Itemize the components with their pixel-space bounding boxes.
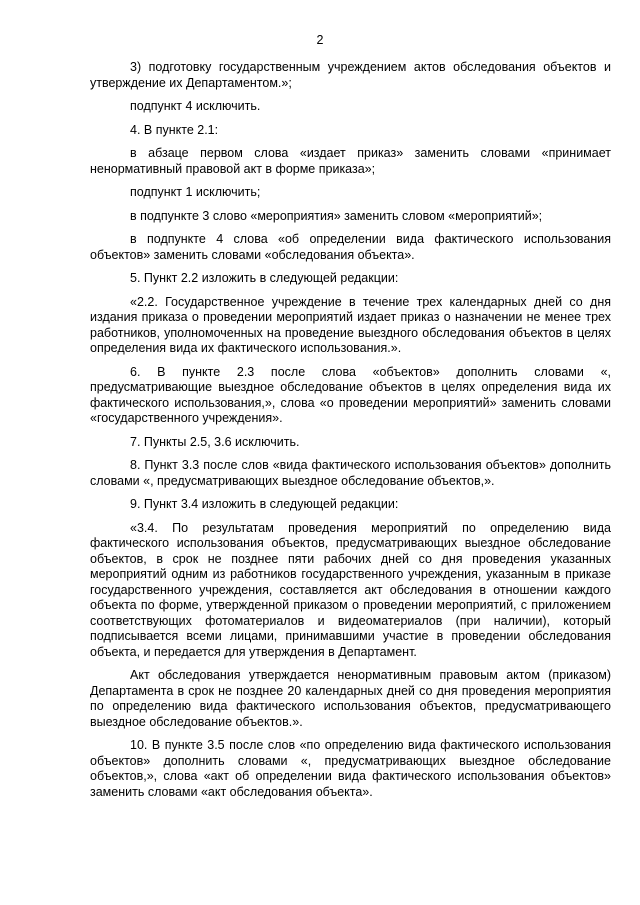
page-number: 2 bbox=[316, 33, 324, 47]
paragraph-point-9: 9. Пункт 3.4 изложить в следующей редакции: bbox=[130, 497, 399, 511]
paragraph-point-3-4-text: «3.4. По результатам проведения мероприятий по определению вида фактического использования объектов, предусматривающих выездное обследование объектов, в срок не позднее пяти рабочих дней со дня проведения указанных мероприятий одним из работников государственного учреждения, указанным в приказе государственного учреждения, составляется акт обследования в отношении каждого объекта по форме, утвержденной приказом о проведении мероприятий, с приложением соответствующих фотоматериалов и видеоматериалов (при наличии), который подписывается всеми лицами, принимавшими участие в проведении обследования объекта, и передается для утверждения в Департамент. bbox=[90, 520, 611, 659]
paragraph-subitem-1-exclude: подпункт 1 исключить; bbox=[130, 185, 261, 199]
paragraph-point-7: 7. Пункты 2.5, 3.6 исключить. bbox=[130, 434, 300, 449]
paragraph-point-5: 5. Пункт 2.2 изложить в следующей редакции: bbox=[130, 271, 399, 285]
paragraph-subitem-3: в подпункте 3 слово «мероприятия» заменить словом «мероприятий»; bbox=[130, 208, 543, 223]
paragraph-point-2-2-text: «2.2. Государственное учреждение в течение трех календарных дней со дня издания приказа о проведении мероприятий издает приказ о назначении не менее трех работников, уполномоченных на проведение выездного обследования объектов в целях определения вида их фактического использования.». bbox=[90, 294, 611, 355]
paragraph-first-abzac: в абзаце первом слова «издает приказ» заменить словами «принимает ненормативный правовой акт в форме приказа»; bbox=[90, 146, 611, 176]
paragraph-point-4: 4. В пункте 2.1: bbox=[130, 122, 219, 137]
paragraph-point-10: 10. В пункте 3.5 после слов «по определению вида фактического использования объектов» дополнить словами «, предусматривающих выездное обследование объектов,», слова «акт об определении вида фактического использования объектов» заменить словами «акт обследования объекта». bbox=[90, 738, 611, 799]
paragraph-point-6: 6. В пункте 2.3 после слова «объектов» дополнить словами «, предусматривающие выездное обследование объектов в целях определения вида их фактического использования,», слова «о проведении мероприятий» заменить словами «государственного учреждения». bbox=[90, 364, 611, 425]
paragraph-subitem-4: в подпункте 4 слова «об определении вида фактического использования объектов» заменить словами «обследования объекта». bbox=[90, 232, 611, 262]
paragraph-subitem-4-exclude: подпункт 4 исключить. bbox=[130, 99, 261, 113]
document-body bbox=[90, 60, 611, 808]
paragraph-item-3: 3) подготовку государственным учреждением актов обследования объектов и утверждение их Департаментом.»; bbox=[90, 60, 611, 90]
paragraph-point-8: 8. Пункт 3.3 после слов «вида фактического использования объектов» дополнить словами «, предусматривающих выездное обследование объектов,». bbox=[90, 458, 611, 488]
paragraph-act-approval: Акт обследования утверждается ненормативным правовым актом (приказом) Департамента в срок не позднее 20 календарных дней со дня проведения мероприятия по определению вида фактического использования объектов, предусматривающего выездное обследование объектов.». bbox=[90, 668, 611, 729]
